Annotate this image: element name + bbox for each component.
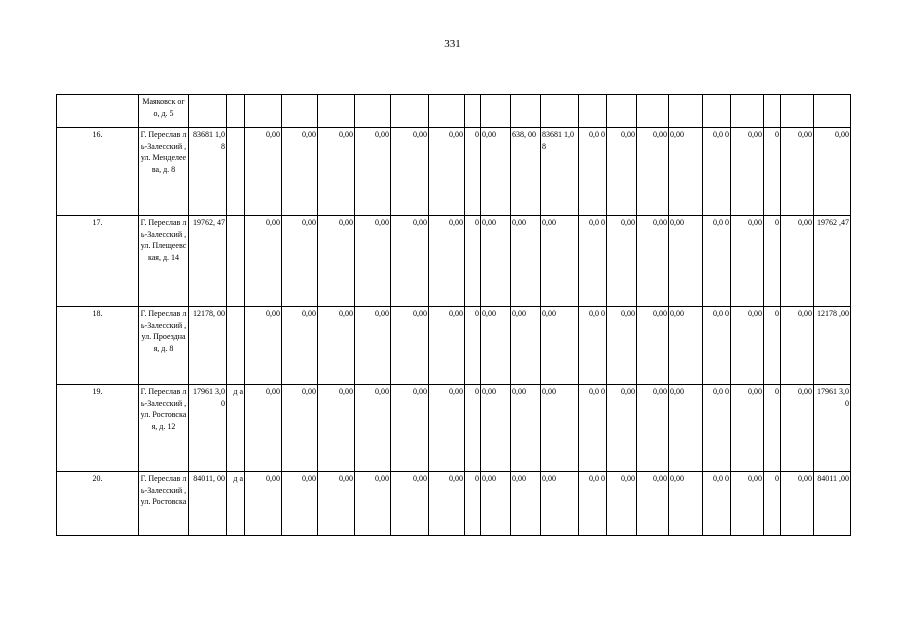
table-cell: 0,00 bbox=[731, 307, 764, 385]
table-cell: 0,00 bbox=[607, 472, 637, 536]
table-cell: 0 bbox=[764, 307, 781, 385]
budget-table bbox=[56, 94, 851, 536]
table-cell: 84011 ,00 bbox=[814, 472, 851, 536]
table-cell: 0,00 bbox=[282, 128, 318, 216]
row-number-cell: 16. bbox=[57, 128, 139, 216]
table-cell: 0,00 bbox=[282, 472, 318, 536]
table-cell: 0,00 bbox=[511, 385, 541, 472]
table-cell bbox=[227, 216, 245, 307]
table-cell: 0,00 bbox=[669, 385, 703, 472]
table-cell: 0,0 0 bbox=[703, 307, 731, 385]
table-cell: 0,00 bbox=[781, 216, 814, 307]
table-cell: 83681 1,08 bbox=[541, 128, 579, 216]
table-cell: 0,0 0 bbox=[703, 216, 731, 307]
address-cell: Г. Переслав ль-Залесский , ул. Плещеевс кая, д. 14 bbox=[139, 216, 189, 307]
address-cell: Маяковск ого, д. 5 bbox=[139, 95, 189, 128]
table-cell: 0,00 bbox=[669, 128, 703, 216]
row-number-cell: 17. bbox=[57, 216, 139, 307]
table-row bbox=[57, 216, 851, 307]
table-cell: 0,00 bbox=[391, 472, 429, 536]
address-cell: Г. Переслав ль-Залесский , ул. Менделее ва, д. 8 bbox=[139, 128, 189, 216]
table-cell: 0,00 bbox=[355, 307, 391, 385]
table-cell: 0,00 bbox=[669, 216, 703, 307]
table-cell: 0,00 bbox=[355, 216, 391, 307]
table-cell: 0,00 bbox=[481, 307, 511, 385]
table-cell: 0,00 bbox=[669, 307, 703, 385]
table-cell: 0,00 bbox=[355, 128, 391, 216]
table-row bbox=[57, 472, 851, 536]
table-cell: 0,00 bbox=[318, 216, 355, 307]
table-cell: 0,00 bbox=[391, 128, 429, 216]
table-cell: 0,00 bbox=[607, 128, 637, 216]
row-number-cell bbox=[57, 95, 139, 128]
table-cell: 17961 3,00 bbox=[814, 385, 851, 472]
table-cell: 19762, 47 bbox=[189, 216, 227, 307]
table-cell: 0,00 bbox=[607, 307, 637, 385]
table-cell: 0 bbox=[465, 307, 481, 385]
table-cell: 0,00 bbox=[731, 385, 764, 472]
table-cell: 84011, 00 bbox=[189, 472, 227, 536]
table-cell: 0,00 bbox=[669, 472, 703, 536]
table-cell: 0,0 0 bbox=[579, 385, 607, 472]
table-cell: 0,00 bbox=[731, 128, 764, 216]
table-cell: 0,00 bbox=[781, 128, 814, 216]
table-cell: 0,00 bbox=[245, 307, 282, 385]
table-cell: 0 bbox=[465, 216, 481, 307]
table-cell: 0,00 bbox=[637, 216, 669, 307]
table-cell: 0,00 bbox=[731, 472, 764, 536]
table-cell: 0,00 bbox=[637, 472, 669, 536]
table-cell: 0,00 bbox=[637, 307, 669, 385]
table-cell: 0,0 0 bbox=[703, 128, 731, 216]
table-row bbox=[57, 128, 851, 216]
address-cell: Г. Переслав ль-Залесский , ул. Проездна я, д. 8 bbox=[139, 307, 189, 385]
table-cell: 0 bbox=[465, 472, 481, 536]
table-cell: 0,00 bbox=[541, 472, 579, 536]
table-cell: 0,00 bbox=[429, 307, 465, 385]
table-cell: 0 bbox=[764, 216, 781, 307]
table-cell: 0,00 bbox=[245, 472, 282, 536]
address-cell: Г. Переслав ль-Залесский , ул. Ростовска я, д. 12 bbox=[139, 385, 189, 472]
table-cell: 0,0 0 bbox=[579, 128, 607, 216]
table-cell: 0,00 bbox=[318, 128, 355, 216]
table-row bbox=[57, 95, 851, 128]
table-cell: 0,00 bbox=[511, 472, 541, 536]
table-cell: 0,00 bbox=[481, 385, 511, 472]
table-cell: 0,0 0 bbox=[703, 472, 731, 536]
table-cell: 0,00 bbox=[318, 472, 355, 536]
table-cell: 0,00 bbox=[282, 385, 318, 472]
table-cell: 0,00 bbox=[391, 216, 429, 307]
table-cell: 0,00 bbox=[429, 128, 465, 216]
table-cell: 0,00 bbox=[637, 385, 669, 472]
row-number-cell: 19. bbox=[57, 385, 139, 472]
table-row bbox=[57, 385, 851, 472]
address-cell: Г. Переслав ль-Залесский , ул. Ростовска bbox=[139, 472, 189, 536]
table-cell: 0,00 bbox=[814, 128, 851, 216]
table-row bbox=[57, 307, 851, 385]
table-cell: 0,00 bbox=[355, 472, 391, 536]
table-cell: 0,00 bbox=[781, 385, 814, 472]
row-number-cell: 20. bbox=[57, 472, 139, 536]
table-cell: 83681 1,08 bbox=[189, 128, 227, 216]
table-cell: 0,00 bbox=[607, 385, 637, 472]
table-cell: 0,00 bbox=[481, 472, 511, 536]
table-cell: 0 bbox=[465, 385, 481, 472]
table-cell: 0,00 bbox=[637, 128, 669, 216]
table-cell: д а bbox=[227, 385, 245, 472]
table-cell: 12178, 00 bbox=[189, 307, 227, 385]
table-cell: 19762 ,47 bbox=[814, 216, 851, 307]
table-cell: 0,0 0 bbox=[579, 472, 607, 536]
page-number: 331 bbox=[444, 38, 461, 50]
table-cell: 0 bbox=[764, 128, 781, 216]
row-number-cell: 18. bbox=[57, 307, 139, 385]
table-cell: 0,00 bbox=[511, 216, 541, 307]
table-cell: 0,00 bbox=[481, 216, 511, 307]
table-cell: 0,00 bbox=[481, 128, 511, 216]
table-cell: 0 bbox=[465, 128, 481, 216]
table-cell: 0,00 bbox=[607, 216, 637, 307]
table-cell: 0,00 bbox=[511, 307, 541, 385]
table-cell: 0,00 bbox=[541, 307, 579, 385]
table-cell: 0,00 bbox=[245, 128, 282, 216]
table-cell: 0,00 bbox=[541, 385, 579, 472]
table-cell bbox=[227, 128, 245, 216]
table-cell: 0,0 0 bbox=[703, 385, 731, 472]
table-cell: 0,00 bbox=[245, 385, 282, 472]
table-cell: д а bbox=[227, 472, 245, 536]
table-cell bbox=[227, 307, 245, 385]
table-cell: 0,0 0 bbox=[579, 307, 607, 385]
table-cell: 0,00 bbox=[541, 216, 579, 307]
table-cell: 17961 3,00 bbox=[189, 385, 227, 472]
table-cell: 0,00 bbox=[318, 307, 355, 385]
table-cell: 0,00 bbox=[429, 385, 465, 472]
table-cell: 0,00 bbox=[731, 216, 764, 307]
table-cell: 0,0 0 bbox=[579, 216, 607, 307]
table-cell: 0 bbox=[764, 472, 781, 536]
table-cell: 0,00 bbox=[781, 307, 814, 385]
table-cell: 0,00 bbox=[355, 385, 391, 472]
table-cell: 0,00 bbox=[391, 385, 429, 472]
table-cell: 12178 ,00 bbox=[814, 307, 851, 385]
table-cell: 0,00 bbox=[282, 216, 318, 307]
table-cell: 0,00 bbox=[391, 307, 429, 385]
table-cell: 0,00 bbox=[781, 472, 814, 536]
table-cell: 0 bbox=[764, 385, 781, 472]
table-cell: 638, 00 bbox=[511, 128, 541, 216]
table-cell: 0,00 bbox=[318, 385, 355, 472]
table-cell: 0,00 bbox=[245, 216, 282, 307]
table-cell: 0,00 bbox=[429, 216, 465, 307]
table-cell: 0,00 bbox=[282, 307, 318, 385]
table-cell: 0,00 bbox=[429, 472, 465, 536]
